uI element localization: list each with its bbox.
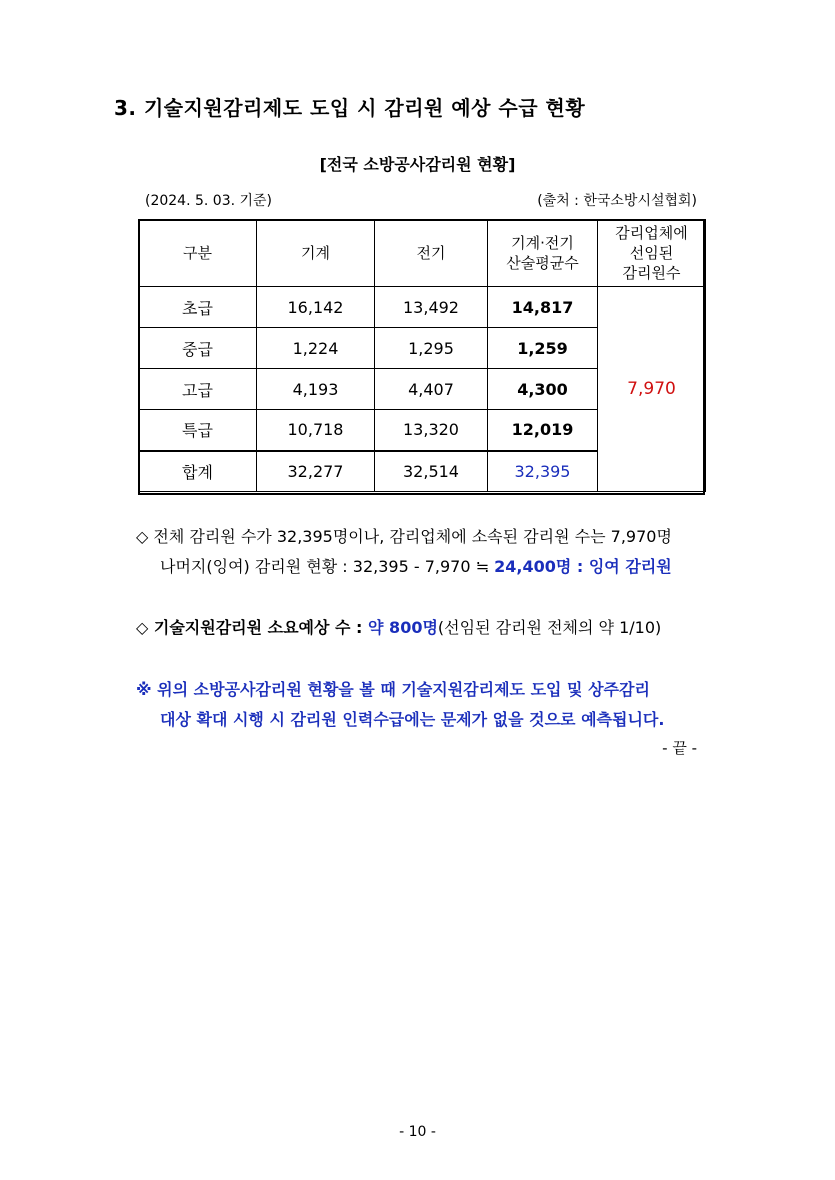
- table-header-row: [139, 220, 706, 287]
- row-average: 1,259: [488, 328, 598, 369]
- total-average: 32,395: [488, 451, 598, 492]
- note2-suffix: (선임된 감리원 전체의 약 1/10): [437, 618, 662, 637]
- remark-line1: ※ 위의 소방공사감리원 현황을 볼 때 기술지원감리제도 도입 및 상주감리: [136, 680, 650, 699]
- row-electrical: 13,320: [375, 410, 488, 451]
- selected-count: 7,970: [598, 287, 706, 492]
- header-average-line1: 기계·전기: [511, 234, 574, 252]
- row-mechanical: 4,193: [257, 369, 375, 410]
- total-mechanical: 32,277: [257, 451, 375, 492]
- row-mechanical: 16,142: [257, 287, 375, 328]
- note1-line2-prefix: 나머지(잉여) 감리원 현황 : 32,395 - 7,970 ≒: [160, 557, 495, 576]
- row-mechanical: 10,718: [257, 410, 375, 451]
- row-average: 14,817: [488, 287, 598, 328]
- row-electrical: 1,295: [375, 328, 488, 369]
- supervisor-status-table: [138, 219, 706, 492]
- row-category: 특급: [139, 410, 257, 451]
- header-selected-line2: 선임된: [629, 244, 674, 262]
- row-electrical: 4,407: [375, 369, 488, 410]
- total-electrical: 32,514: [375, 451, 488, 492]
- row-average: 12,019: [488, 410, 598, 451]
- row-mechanical: 1,224: [257, 328, 375, 369]
- table-row: [139, 287, 706, 328]
- section-title: 3. 기술지원감리제도 도입 시 감리원 예상 수급 현황: [114, 96, 586, 120]
- header-average: [488, 220, 598, 287]
- row-category: 초급: [139, 287, 257, 328]
- header-selected-line3: 감리원수: [622, 264, 681, 282]
- header-category: 구분: [139, 220, 257, 287]
- row-category: 고급: [139, 369, 257, 410]
- note1-line2-highlight: 24,400명 : 잉여 감리원: [494, 557, 672, 576]
- header-electrical: 전기: [375, 220, 488, 287]
- note2-prefix: ◇ 기술지원감리원 소요예상 수 :: [136, 618, 369, 637]
- row-electrical: 13,492: [375, 287, 488, 328]
- table-title: [전국 소방공사감리원 현황]: [319, 155, 516, 174]
- row-category: 중급: [139, 328, 257, 369]
- header-selected-line1: 감리업체에: [615, 224, 688, 242]
- header-selected: [598, 220, 706, 287]
- remark-line2: 대상 확대 시행 시 감리원 인력수급에는 문제가 없을 것으로 예측됩니다.: [160, 710, 665, 729]
- row-average: 4,300: [488, 369, 598, 410]
- header-mechanical: 기계: [257, 220, 375, 287]
- date-note: (2024. 5. 03. 기준): [145, 193, 273, 209]
- end-mark: - 끝 -: [662, 739, 697, 757]
- source-note: (출처 : 한국소방시설협회): [537, 193, 697, 209]
- header-average-line2: 산술평균수: [506, 254, 579, 272]
- note2-highlight: 약 800명: [368, 618, 438, 637]
- note2-line: [136, 615, 661, 638]
- note1-line1: ◇ 전체 감리원 수가 32,395명이나, 감리업체에 소속된 감리원 수는 7,970명: [136, 527, 672, 546]
- note1-line2: [160, 554, 672, 577]
- page-number: - 10 -: [399, 1124, 436, 1140]
- total-category: 합계: [139, 451, 257, 492]
